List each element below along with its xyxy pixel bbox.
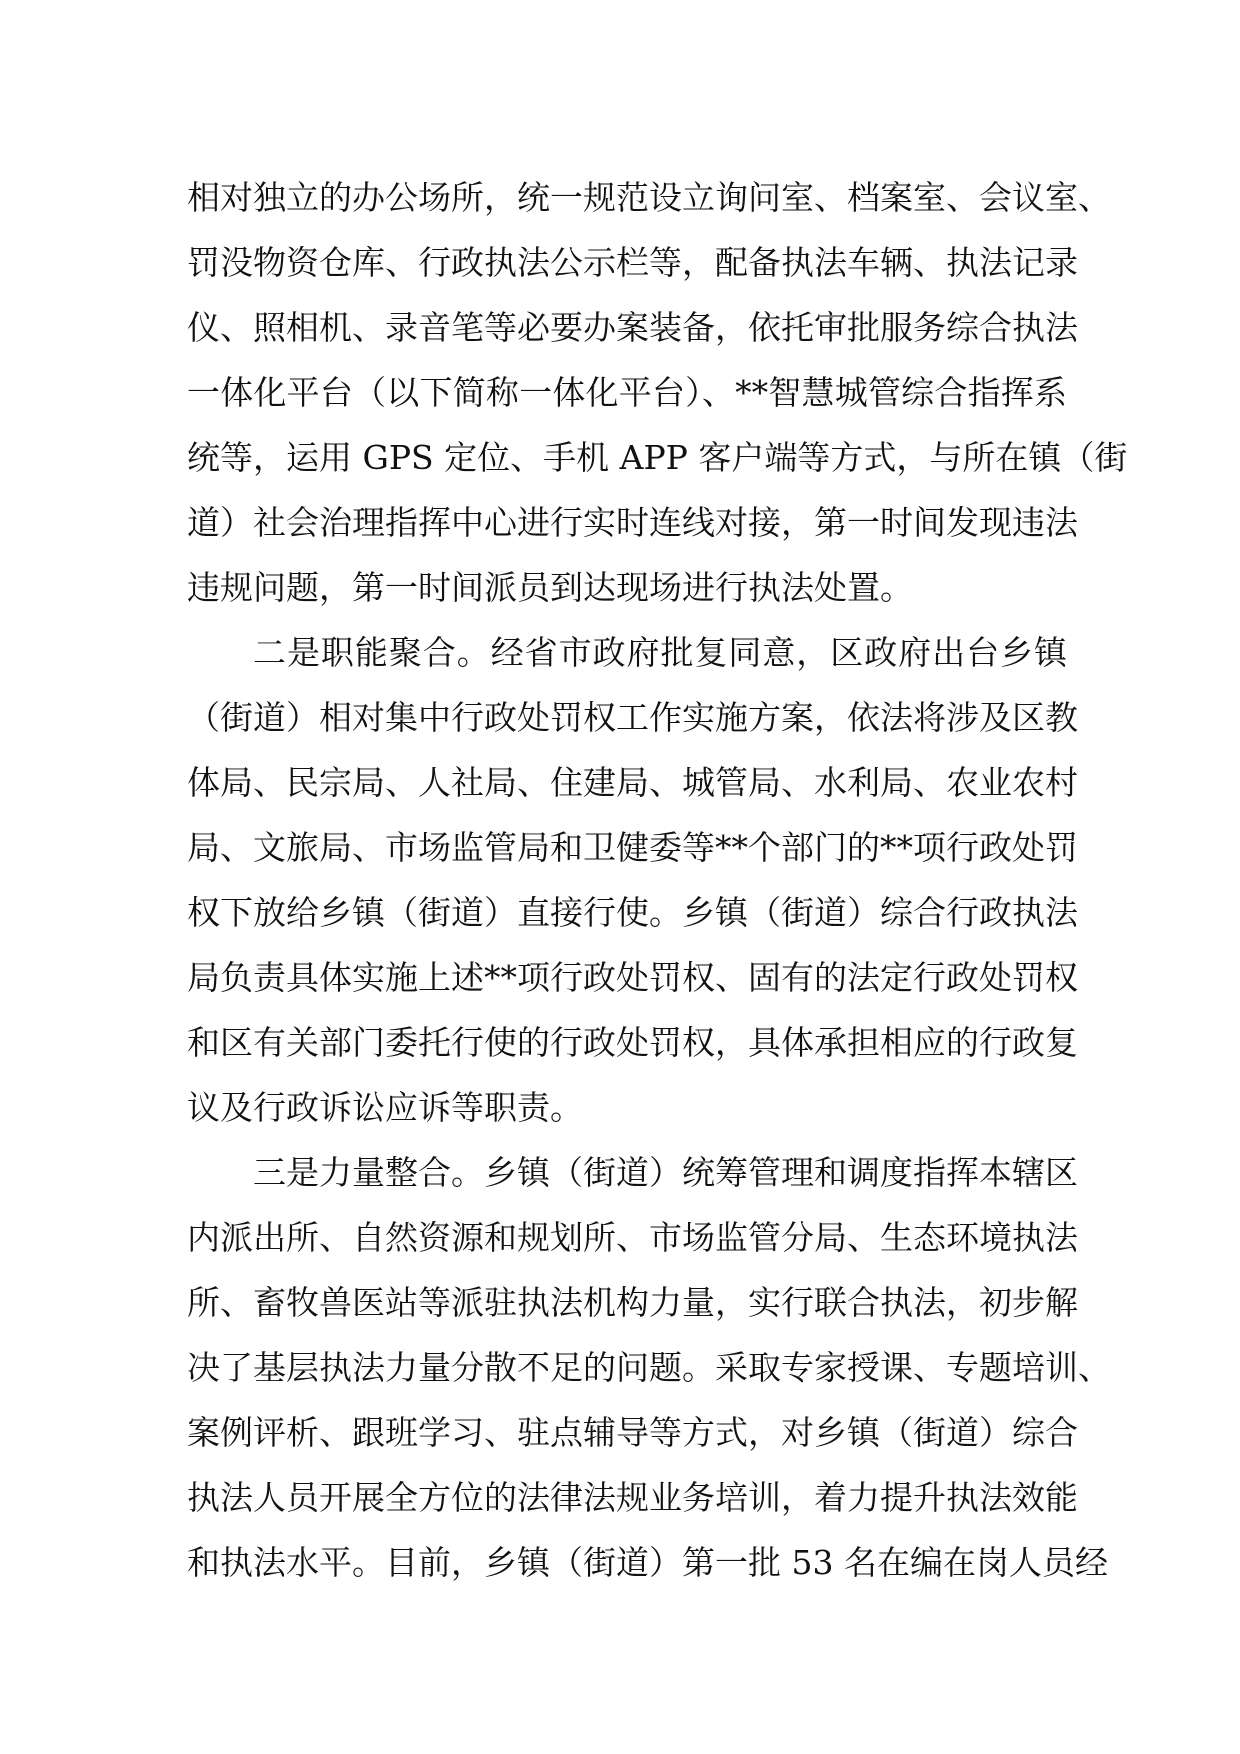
text-line: 一体化平台（以下简称一体化平台）、**智慧城管综合指挥系 — [187, 373, 1067, 412]
text-line: 道）社会治理指挥中心进行实时连线对接，第一时间发现违法 — [187, 503, 1078, 542]
text-line: 议及行政诉讼应诉等职责。 — [187, 1088, 583, 1127]
body-text — [187, 165, 1128, 1595]
text-line: 相对独立的办公场所，统一规范设立询问室、档案室、会议室、 — [187, 178, 1111, 217]
text-line: 罚没物资仓库、行政执法公示栏等，配备执法车辆、执法记录 — [187, 243, 1078, 282]
text-line: 决了基层执法力量分散不足的问题。采取专家授课、专题培训、 — [187, 1348, 1111, 1387]
text-line: 所、畜牧兽医站等派驻执法机构力量，实行联合执法，初步解 — [187, 1283, 1078, 1322]
text-line: 和执法水平。目前，乡镇（街道）第一批 53 名在编在岗人员经 — [187, 1543, 1108, 1582]
paragraph-first-line: 三是力量整合。乡镇（街道）统筹管理和调度指挥本辖区 — [253, 1153, 1078, 1192]
paragraph-first-line: 二是职能聚合。经省市政府批复同意，区政府出台乡镇 — [253, 633, 1067, 672]
text-line: 案例评析、跟班学习、驻点辅导等方式，对乡镇（街道）综合 — [187, 1413, 1078, 1452]
text-line: 统等，运用 GPS 定位、手机 APP 客户端等方式，与所在镇（街 — [187, 438, 1128, 477]
text-line: 局负责具体实施上述**项行政处罚权、固有的法定行政处罚权 — [187, 958, 1078, 997]
text-line: 仪、照相机、录音笔等必要办案装备，依托审批服务综合执法 — [187, 308, 1078, 347]
text-line: 内派出所、自然资源和规划所、市场监管分局、生态环境执法 — [187, 1218, 1078, 1257]
text-line: 体局、民宗局、人社局、住建局、城管局、水利局、农业农村 — [187, 763, 1078, 802]
text-line: 权下放给乡镇（街道）直接行使。乡镇（街道）综合行政执法 — [187, 893, 1078, 932]
text-line: 违规问题，第一时间派员到达现场进行执法处置。 — [187, 568, 913, 607]
text-line: 执法人员开展全方位的法律法规业务培训，着力提升执法效能 — [187, 1478, 1078, 1517]
text-line: 局、文旅局、市场监管局和卫健委等**个部门的**项行政处罚 — [187, 828, 1078, 867]
text-line: 和区有关部门委托行使的行政处罚权，具体承担相应的行政复 — [187, 1023, 1078, 1062]
text-line: （街道）相对集中行政处罚权工作实施方案，依法将涉及区教 — [187, 698, 1078, 737]
